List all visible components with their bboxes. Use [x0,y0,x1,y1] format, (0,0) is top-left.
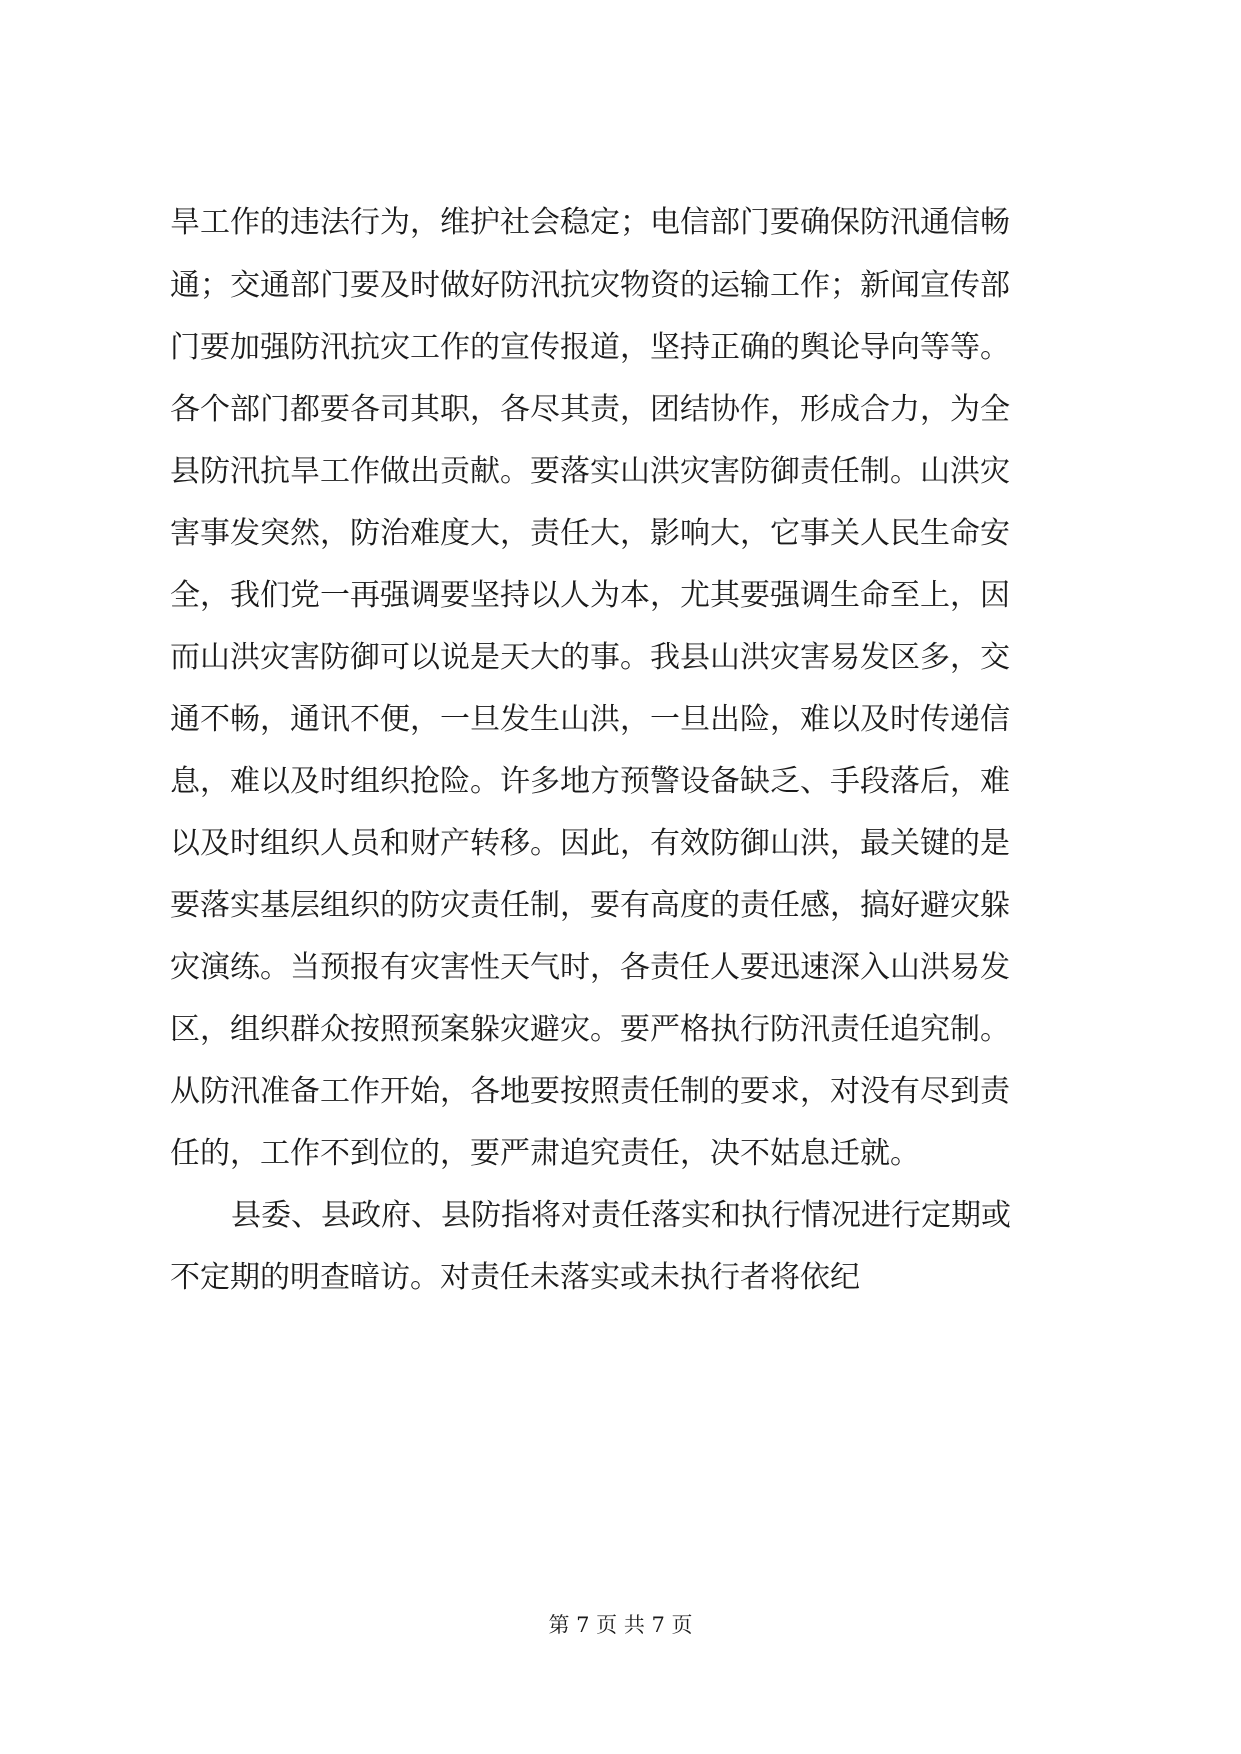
text-line: 旱工作的违法行为，维护社会稳定；电信部门要确保防汛通信畅 [170,205,1010,240]
text-line: 门要加强防汛抗灾工作的宣传报道，坚持正确的舆论导向等等。 [170,330,1010,365]
text-line: 要落实基层组织的防灾责任制，要有高度的责任感，搞好避灾躲 [170,888,1010,923]
text-line: 害事发突然，防治难度大，责任大，影响大，它事关人民生命安 [170,516,1010,551]
text-line: 任的，工作不到位的，要严肃追究责任，决不姑息迁就。 [170,1136,920,1171]
page-number-footer: 第 7 页 共 7 页 [548,1613,693,1637]
text-line: 区，组织群众按照预案躲灾避灾。要严格执行防汛责任追究制。 [170,1012,1010,1047]
text-line: 而山洪灾害防御可以说是天大的事。我县山洪灾害易发区多，交 [170,640,1010,675]
text-line: 灾演练。当预报有灾害性天气时，各责任人要迅速深入山洪易发 [170,950,1010,985]
text-line: 各个部门都要各司其职，各尽其责，团结协作，形成合力，为全 [170,392,1010,427]
text-line: 息，难以及时组织抢险。许多地方预警设备缺乏、手段落后，难 [170,764,1010,799]
text-line: 通；交通部门要及时做好防汛抗灾物资的运输工作；新闻宣传部 [170,268,1010,303]
text-line: 以及时组织人员和财产转移。因此，有效防御山洪，最关键的是 [170,826,1010,861]
text-line: 县防汛抗旱工作做出贡献。要落实山洪灾害防御责任制。山洪灾 [170,454,1010,489]
text-line: 全，我们党一再强调要坚持以人为本，尤其要强调生命至上，因 [170,578,1010,613]
text-line: 通不畅，通讯不便，一旦发生山洪，一旦出险，难以及时传递信 [170,702,1010,737]
text-line: 从防汛准备工作开始，各地要按照责任制的要求，对没有尽到责 [170,1074,1010,1109]
text-line: 不定期的明查暗访。对责任未落实或未执行者将依纪 [170,1260,860,1295]
paragraph-first-line: 县委、县政府、县防指将对责任落实和执行情况进行定期或 [231,1198,1011,1233]
